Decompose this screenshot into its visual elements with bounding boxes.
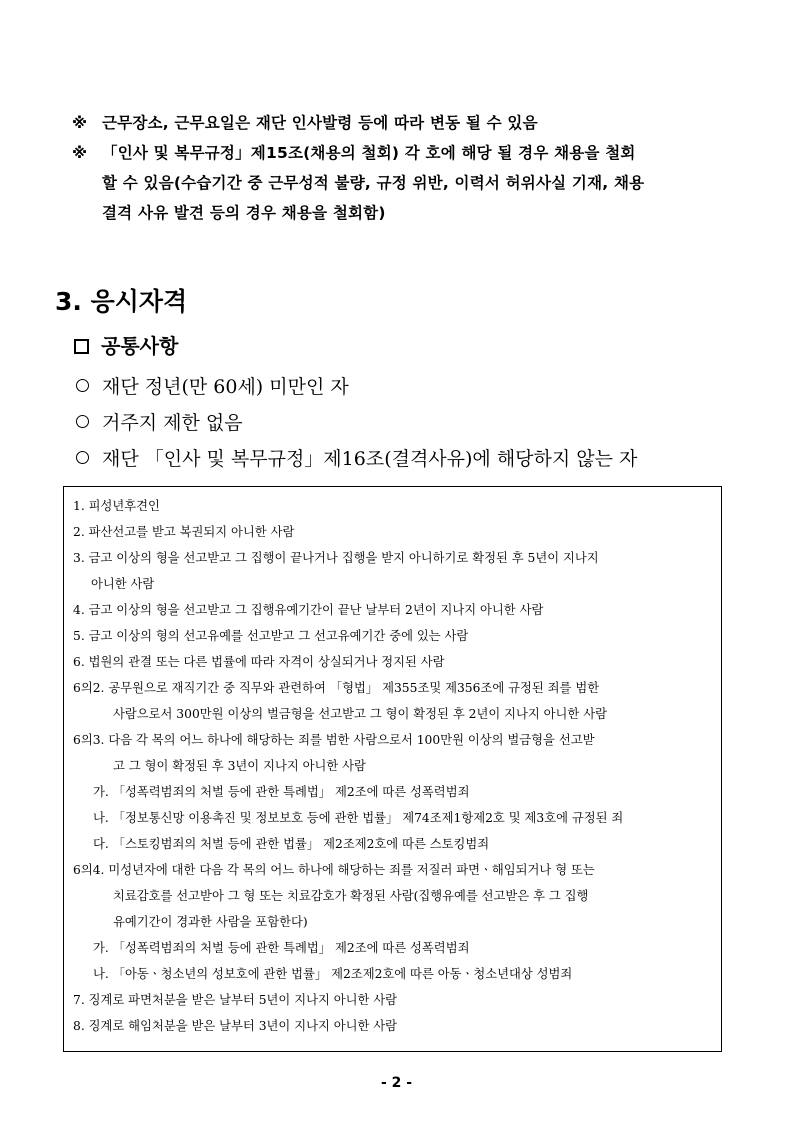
criteria-text: 거주지 제한 없음	[102, 412, 243, 434]
subsection-title	[74, 330, 178, 359]
list-item	[73, 831, 733, 857]
list-item-line: 유예기간이 경과한 사람을 포함한다)	[113, 915, 308, 929]
note-employment-withdrawal	[72, 138, 752, 228]
list-item-line: 가. 「성폭력범죄의 처벌 등에 관한 특례법」 제2조에 따른 성폭력범죄	[93, 941, 470, 955]
list-item-line: 6의3. 다음 각 목의 어느 하나에 해당하는 죄를 범한 사람으로서 100만원 이상의 벌금형을 선고받	[73, 733, 595, 747]
notes-block	[72, 108, 752, 228]
list-item-line: 나. 「아동ㆍ청소년의 성보호에 관한 법률」 제2조제2호에 따른 아동ㆍ청소년대상 성범죄	[93, 967, 573, 981]
square-bullet-icon	[74, 339, 89, 354]
list-item-line: 다. 「스토킹범죄의 처벌 등에 관한 법률」 제2조제2호에 따른 스토킹범죄	[93, 837, 490, 851]
list-item	[73, 675, 713, 727]
reference-mark-icon: ※	[72, 114, 88, 132]
criteria-item	[76, 411, 243, 435]
note-text: 근무장소, 근무요일은 재단 인사발령 등에 따라 변동 될 수 있음	[102, 114, 538, 132]
page-number: - 2 -	[380, 1075, 413, 1091]
list-item	[73, 649, 713, 675]
list-item	[73, 1013, 713, 1039]
list-item-line: 6의4. 미성년자에 대한 다음 각 목의 어느 하나에 해당하는 죄를 저질러 파면ㆍ해임되거나 형 또는	[73, 863, 595, 877]
list-item-line: 6의2. 공무원으로 재직기간 중 직무와 관련하여 「형법」 제355조및 제356조에 규정된 죄를 범한	[73, 681, 600, 695]
circle-bullet-icon	[76, 415, 89, 428]
list-item-line: 8. 징계로 해임처분을 받은 날부터 3년이 지나지 아니한 사람	[73, 1019, 398, 1033]
list-item-line: 아니한 사람	[91, 577, 155, 591]
criteria-text: 재단 정년(만 60세) 미만인 자	[102, 376, 349, 398]
list-item-line: 2. 파산선고를 받고 복권되지 아니한 사람	[73, 525, 295, 539]
list-item	[73, 493, 713, 519]
list-item-line: 치료감호를 선고받아 그 형 또는 치료감호가 확정된 사람(집행유예를 선고받은 후 그 집행	[113, 889, 589, 903]
list-item	[73, 519, 713, 545]
criteria-item	[76, 447, 637, 471]
circle-bullet-icon	[76, 451, 89, 464]
list-item-line: 6. 법원의 관결 또는 다른 법률에 따라 자격이 상실되거나 정지된 사람	[73, 655, 445, 669]
list-item	[73, 961, 733, 987]
list-item	[73, 727, 713, 779]
list-item	[73, 545, 713, 597]
list-item-line: 4. 금고 이상의 형을 선고받고 그 집행유예기간이 끝난 날부터 2년이 지나지 아니한 사람	[73, 603, 544, 617]
list-item-line: 3. 금고 이상의 형을 선고받고 그 집행이 끝나거나 집행을 받지 아니하기로 확정된 후 5년이 지나지	[73, 551, 599, 565]
list-item	[73, 623, 713, 649]
list-item-line: 사람으로서 300만원 이상의 벌금형을 선고받고 그 형이 확정된 후 2년이 지나지 아니한 사람	[113, 707, 607, 721]
note-line: 「인사 및 복무규정」제15조(채용의 철회) 각 호에 해당 될 경우 채용을 철회	[102, 144, 636, 162]
list-item-line: 나. 「정보통신망 이용촉진 및 정보보호 등에 관한 법률」 제74조제1항제2호 및 제3호에 규정된 죄	[93, 811, 624, 825]
criteria-item	[76, 375, 349, 399]
note-work-location	[72, 108, 752, 138]
reference-mark-icon: ※	[72, 144, 88, 162]
list-item	[73, 935, 733, 961]
list-item-line: 가. 「성폭력범죄의 처벌 등에 관한 특례법」 제2조에 따른 성폭력범죄	[93, 785, 470, 799]
circle-bullet-icon	[76, 379, 89, 392]
list-item	[73, 987, 713, 1013]
disqualification-box	[63, 486, 722, 1052]
note-line: 할 수 있음(수습기간 중 근무성적 불량, 규정 위반, 이력서 허위사실 기재, 채용	[102, 174, 645, 192]
list-item-line: 7. 징계로 파면처분을 받은 날부터 5년이 지나지 아니한 사람	[73, 993, 398, 1007]
note-line: 결격 사유 발견 등의 경우 채용을 철회함)	[102, 204, 386, 222]
section-title: 3. 응시자격	[55, 287, 188, 316]
list-item	[73, 597, 713, 623]
subsection-title-text: 공통사항	[101, 334, 179, 358]
list-item-line: 1. 피성년후견인	[73, 499, 160, 513]
criteria-text: 재단 「인사 및 복무규정」제16조(결격사유)에 해당하지 않는 자	[102, 448, 638, 470]
list-item-line: 5. 금고 이상의 형의 선고유예를 선고받고 그 선고유예기간 중에 있는 사람	[73, 629, 469, 643]
list-item	[73, 857, 713, 935]
list-item	[73, 779, 733, 805]
list-item-line: 고 그 형이 확정된 후 3년이 지나지 아니한 사람	[113, 759, 366, 773]
list-item	[73, 805, 733, 831]
